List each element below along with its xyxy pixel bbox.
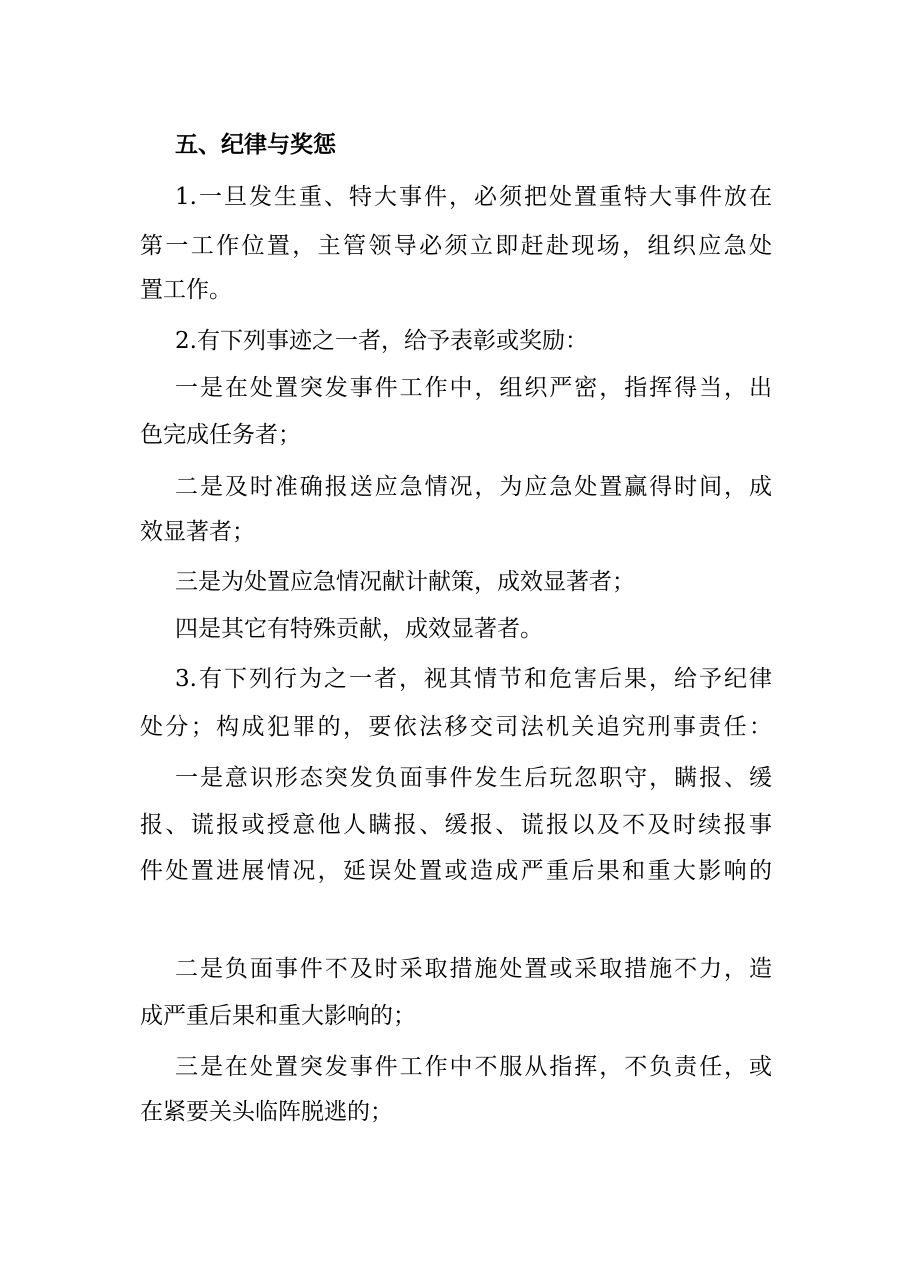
paragraph-text: 2.有下列事迹之一者，给予表彰或奖励： — [175, 328, 588, 354]
paragraph-text: 一是在处置突发事件工作中，组织严密，指挥得当，出 — [175, 375, 772, 401]
paragraph-text: 第一工作位置，主管领导必须立即赶赴现场，组织应急处 — [140, 233, 772, 259]
paragraph-line — [0, 517, 909, 547]
paragraph-text: 成严重后果和重大影响的； — [140, 1003, 416, 1029]
paragraph-line — [0, 373, 909, 403]
paragraph-text: 四是其它有特殊贡献，成效显著者。 — [175, 616, 543, 642]
paragraph-text: 二是及时准确报送应急情况，为应急处置赢得时间，成 — [175, 474, 772, 500]
paragraph-line — [0, 763, 909, 793]
paragraph-line — [0, 712, 909, 742]
paragraph-line — [0, 182, 909, 212]
paragraph-text: 一是意识形态突发负面事件发生后玩忽职守，瞒报、缓 — [175, 765, 772, 791]
paragraph-line — [0, 420, 909, 450]
paragraph-text: 三是在处置突发事件工作中不服从指挥，不负责任，或 — [175, 1054, 772, 1080]
paragraph-line — [0, 275, 909, 305]
paragraph-line — [0, 472, 909, 502]
paragraph-text: 3.有下列行为之一者，视其情节和危害后果，给予纪律 — [175, 666, 772, 692]
paragraph-line — [0, 326, 909, 356]
paragraph-text: 在紧要关头临阵脱逃的； — [140, 1099, 393, 1125]
paragraph-line — [0, 1052, 909, 1082]
paragraph-line — [0, 856, 909, 886]
paragraph-text: 1.一旦发生重、特大事件，必须把处置重特大事件放在 — [175, 184, 772, 210]
section-heading — [0, 130, 909, 160]
paragraph-text: 件处置进展情况，延误处置或造成严重后果和重大影响的 — [140, 858, 772, 884]
paragraph-line — [0, 664, 909, 694]
paragraph-text: 二是负面事件不及时采取措施处置或采取措施不力，造 — [175, 956, 772, 982]
paragraph-line — [0, 810, 909, 840]
paragraph-text: 处分；构成犯罪的，要依法移交司法机关追究刑事责任： — [140, 714, 772, 740]
paragraph-text: 置工作。 — [140, 277, 232, 303]
paragraph-line — [0, 1001, 909, 1031]
paragraph-line — [0, 567, 909, 597]
paragraph-line — [0, 231, 909, 261]
paragraph-line — [0, 614, 909, 644]
paragraph-line — [0, 954, 909, 984]
paragraph-text: 效显著者； — [140, 519, 255, 545]
paragraph-text: 报、谎报或授意他人瞒报、缓报、谎报以及不及时续报事 — [140, 812, 772, 838]
paragraph-line — [0, 1097, 909, 1127]
paragraph-text: 色完成任务者； — [140, 422, 301, 448]
paragraph-text: 三是为处置应急情况献计献策，成效显著者； — [175, 569, 635, 595]
section-heading-text: 五、纪律与奖惩 — [175, 131, 336, 158]
